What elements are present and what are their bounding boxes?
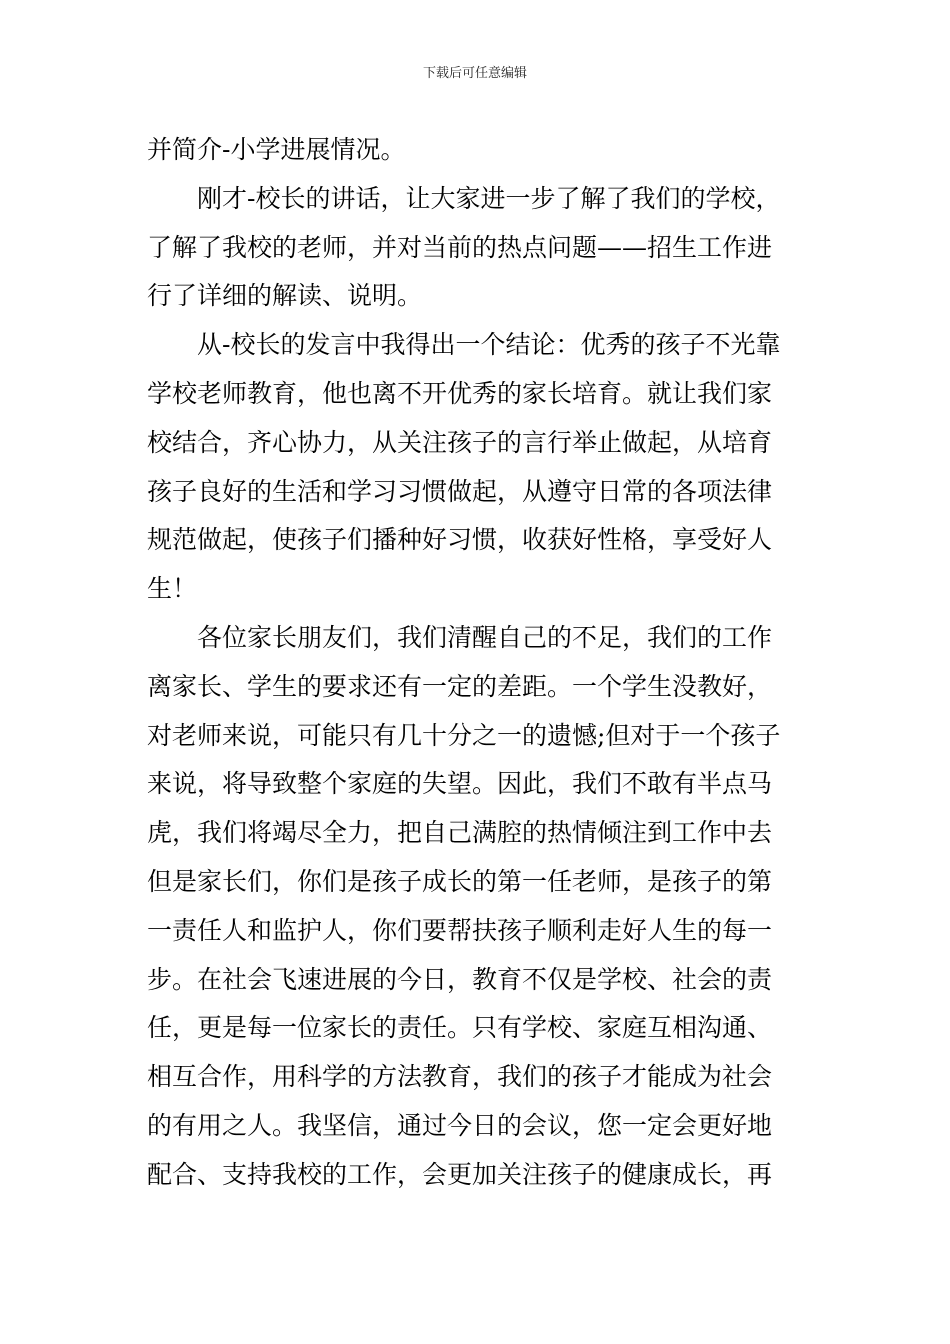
paragraph-start-line: 从-校长的发言中我得出一个结论：优秀的孩子不光靠 [197,330,781,360]
page-header: 下载后可任意编辑 [422,66,527,81]
text-line: 的有用之人。我坚信，通过今日的会议，您一定会更好地 [147,1110,773,1140]
text-line: 离家长、学生的要求还有一定的差距。一个学生没教好， [147,671,773,701]
text-line: 行了详细的解读、说明。 [147,281,423,311]
text-line: 校结合，齐心协力，从关注孩子的言行举止做起，从培育 [147,427,773,457]
text-line: 步。在社会飞速进展的今日，教育不仅是学校、社会的责 [147,964,773,994]
text-line: 规范做起，使孩子们播种好习惯，收获好性格，享受好人 [147,525,773,555]
text-line: 但是家长们，你们是孩子成长的第一任老师，是孩子的第 [147,866,773,896]
text-line: 一责任人和监护人，你们要帮扶孩子顺利走好人生的每一 [147,915,773,945]
text-line: 生！ [147,574,198,604]
paragraph-start-line: 刚才-校长的讲话，让大家进一步了解了我们的学校， [197,183,781,213]
text-line: 学校老师教育，他也离不开优秀的家长培育。就让我们家 [147,378,773,408]
text-line: 来说，将导致整个家庭的失望。因此，我们不敢有半点马 [147,769,773,799]
text-line: 并简介-小学进展情况。 [147,135,406,164]
text-line: 虎，我们将竭尽全力，把自己满腔的热情倾注到工作中去 [147,818,773,848]
text-line: 相互合作，用科学的方法教育，我们的孩子才能成为社会 [147,1062,773,1092]
text-line: 配合、支持我校的工作，会更加关注孩子的健康成长，再 [147,1159,773,1189]
text-line: 了解了我校的老师，并对当前的热点问题——招生工作进 [147,232,773,262]
text-line: 对老师来说，可能只有几十分之一的遗憾;但对于一个孩子 [147,720,781,750]
text-line: 孩子良好的生活和学习习惯做起，从遵守日常的各项法律 [147,476,773,506]
body-text [147,126,807,1200]
text-line: 任，更是每一位家长的责任。只有学校、家庭互相沟通、 [147,1013,773,1043]
paragraph-start-line: 各位家长朋友们，我们清醒自己的不足，我们的工作 [197,622,773,652]
